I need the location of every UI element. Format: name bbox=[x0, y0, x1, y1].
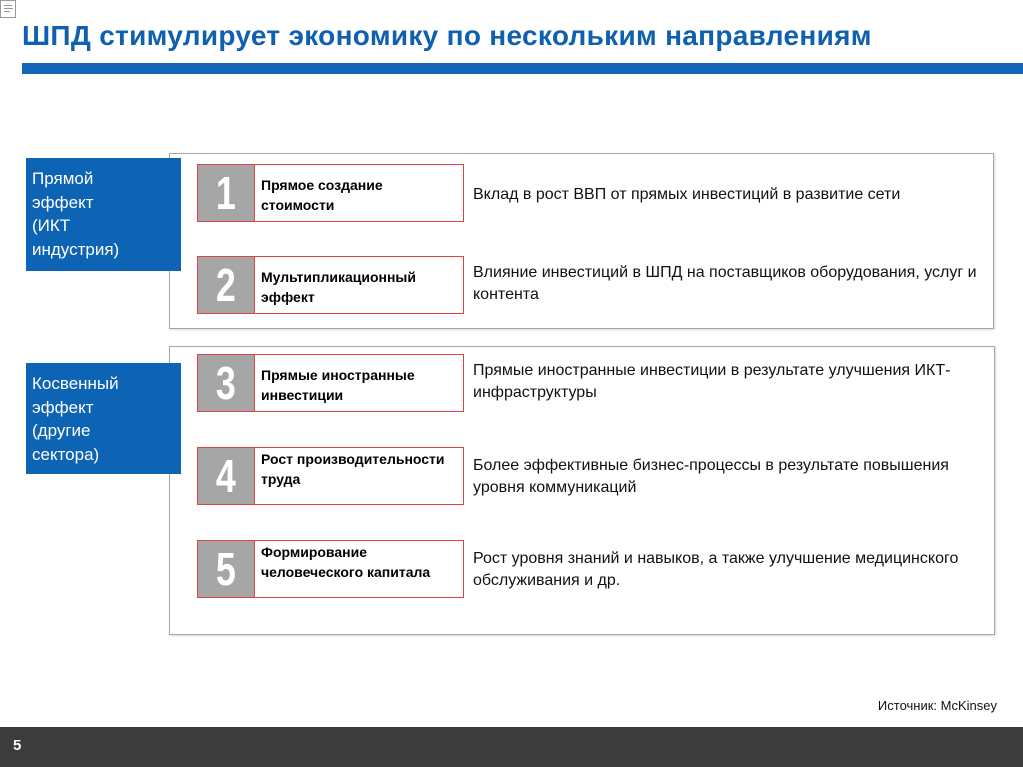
effect-label: Рост производительности труда bbox=[255, 447, 464, 505]
source-note: Источник: McKinsey bbox=[877, 698, 997, 713]
category-line: эффект bbox=[32, 397, 94, 417]
effect-description: Прямые иностранные инвестиции в результате улучшения ИКТ-инфраструктуры bbox=[473, 362, 951, 401]
effect-description: Рост уровня знаний и навыков, а также улучшение медицинского обслуживания и др. bbox=[473, 550, 959, 589]
effect-description: Более эффективные бизнес-процессы в результате повышения уровня коммуникаций bbox=[473, 457, 949, 496]
direct-effect-label bbox=[26, 158, 181, 271]
category-line: индустрия) bbox=[32, 239, 120, 259]
footer-bar bbox=[0, 727, 1023, 767]
effect-label: Мультипликационный эффект bbox=[255, 256, 464, 314]
page-number: 5 bbox=[13, 737, 22, 754]
number-badge: 1 bbox=[197, 164, 255, 222]
effect-label: Прямое создание стоимости bbox=[255, 164, 464, 222]
effect-label: Формирование человеческого капитала bbox=[255, 540, 464, 598]
page-title: ШПД стимулирует экономику по нескольким направлениям bbox=[22, 20, 872, 51]
category-line: Косвенный bbox=[32, 374, 119, 393]
title-underline bbox=[22, 63, 1023, 74]
effect-description: Вклад в рост ВВП от прямых инвестиций в развитие сети bbox=[473, 186, 901, 203]
indirect-effect-label bbox=[26, 363, 181, 474]
category-line: (ИКТ bbox=[32, 216, 71, 235]
number-badge: 3 bbox=[197, 354, 255, 412]
category-line: Прямой bbox=[32, 169, 94, 188]
category-line: эффект bbox=[32, 192, 94, 212]
effect-description: Влияние инвестиций в ШПД на поставщиков оборудования, услуг и контента bbox=[473, 264, 977, 303]
number-badge: 2 bbox=[197, 256, 255, 314]
effect-label: Прямые иностранные инвестиции bbox=[255, 354, 464, 412]
number-badge: 5 bbox=[197, 540, 255, 598]
number-badge: 4 bbox=[197, 447, 255, 505]
slide-thumbnail-icon bbox=[0, 0, 16, 18]
category-line: (другие bbox=[32, 421, 91, 440]
category-line: сектора) bbox=[32, 444, 100, 464]
